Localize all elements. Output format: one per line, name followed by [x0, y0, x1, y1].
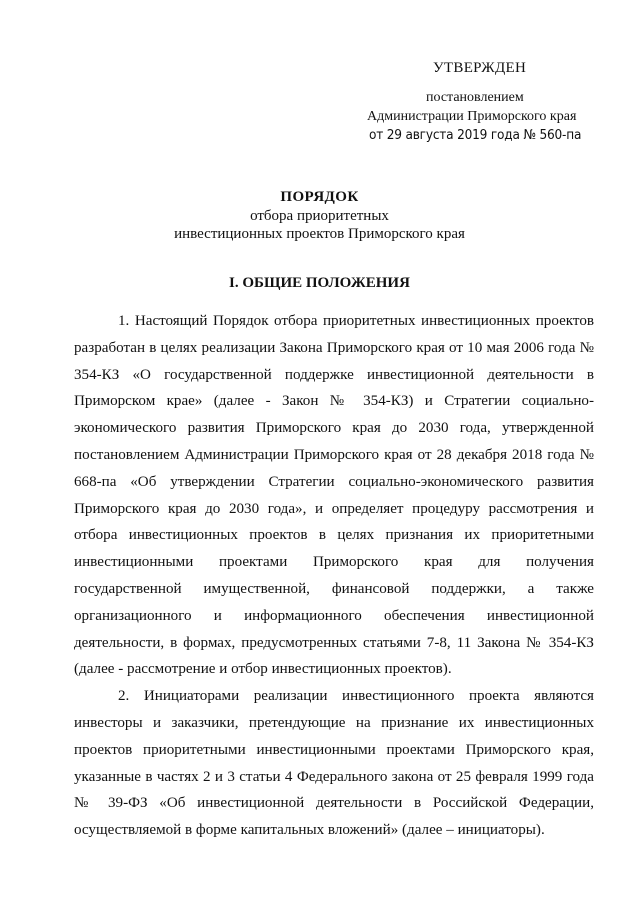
approval-date-number: от 29 августа 2019 года № 560-па	[369, 127, 582, 143]
approval-title: УТВЕРЖДЕН	[433, 60, 527, 76]
document-body	[74, 308, 594, 844]
document-heading	[0, 188, 639, 243]
document-title: ПОРЯДОК	[280, 189, 359, 205]
document-subtitle-line-1: отбора приоритетных	[250, 208, 389, 224]
approval-stamp	[360, 58, 620, 145]
approval-decree-line: постановлением	[426, 90, 524, 105]
document-subtitle-line-2: инвестиционных проектов Приморского края	[174, 226, 465, 242]
paragraph-2: 2. Инициаторами реализации инвестиционного проекта являются инвесторы и заказчики, претендующие на признание их инвестиционных проектов приоритетными инвестиционными проектами Приморского края, указанные в частях 2 и 3 статьи 4 Федерального закона от 25 февраля 1999 года № 39-ФЗ «Об инвестиционной деятельности в Российской Федерации, осуществляемой в форме капитальных вложений» (далее – инициаторы).	[74, 688, 594, 839]
paragraph-1: 1. Настоящий Порядок отбора приоритетных инвестиционных проектов разработан в целях реализации Закона Приморского края от 10 мая 2006 года № 354-КЗ «О государственной поддержке инвестиционной деятельности в Приморском крае» (далее - Закон № 354-КЗ) и Стратегии социально-экономического развития Приморского края до 2030 года, утвержденной постановлением Администрации Приморского края от 28 декабря 2018 года № 668-па «Об утверждении Стратегии социально-экономического развития Приморского края до 2030 года», и определяет процедуру рассмотрения и отбора инвестиционных проектов в целях признания их приоритетными инвестиционными проектами Приморского края для получения государственной имущественной, финансовой поддержки, а также организационного и информационного обеспечения инвестиционной деятельности, в формах, предусмотренных статьями 7-8, 11 Закона № 354-КЗ (далее - рассмотрение и отбор инвестиционных проектов).	[74, 313, 594, 678]
approval-authority-line: Администрации Приморского края	[367, 109, 577, 124]
section-heading: I. ОБЩИЕ ПОЛОЖЕНИЯ	[229, 275, 410, 291]
